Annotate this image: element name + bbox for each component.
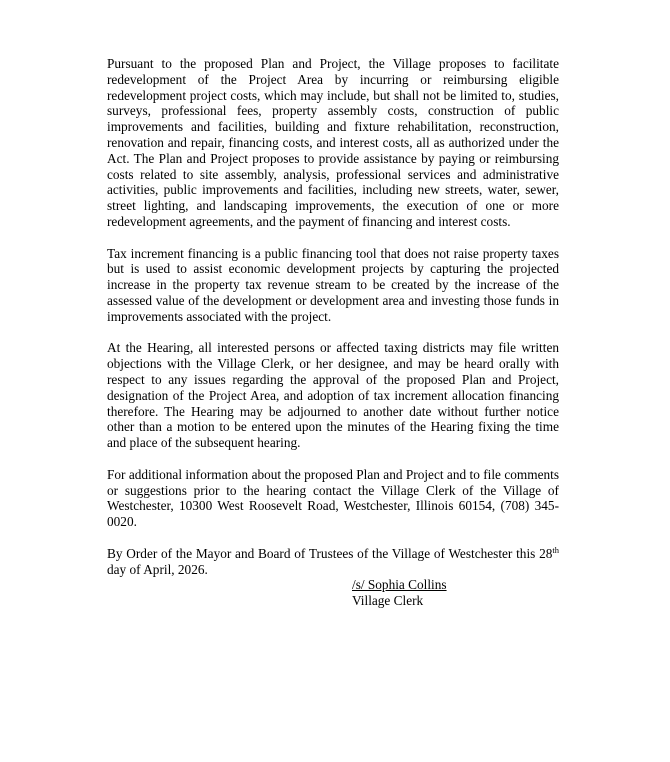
- order-text-before: By Order of the Mayor and Board of Trustees of the Village of Westchester this 28: [107, 545, 553, 561]
- signature-line: /s/ Sophia Collins: [352, 577, 447, 593]
- order-text-after: day of April, 2026.: [107, 561, 208, 577]
- signature-block: [352, 577, 559, 609]
- paragraph-costs: Pursuant to the proposed Plan and Project, the Village proposes to facilitate redevelopment of the Project Area by incurring or reimbursing eligible redevelopment project costs, which may include, but shall not be limited to, studies, surveys, professional fees, property assembly costs, construction of public improvements and facilities, building and fixture rehabilitation, reconstruction, renovation and repair, financing costs, and interest costs, all as authorized under the Act. The Plan and Project proposes to provide assistance by paying or reimbursing costs related to site assembly, analysis, professional services and administrative activities, public improvements and facilities, including new streets, water, sewer, street lighting, and landscaping improvements, the execution of one or more redevelopment agreements, and the payment of financing and interest costs.: [107, 56, 559, 229]
- notice-document: [107, 56, 559, 609]
- paragraph-order: [107, 546, 559, 578]
- paragraph-tif-definition: Tax increment financing is a public financing tool that does not raise property taxes but is used to assist economic development projects by capturing the projected increase in the property tax revenue stream to be created by the increase of the assessed value of the development or development area and investing those funds in improvements associated with the project.: [107, 245, 559, 324]
- paragraph-hearing: At the Hearing, all interested persons or affected taxing districts may file written objections with the Village Clerk, or her designee, and may be heard orally with respect to any issues regarding the approval of the proposed Plan and Project, designation of the Project Area, and adoption of tax increment allocation financing therefore. The Hearing may be adjourned to another date without further notice other than a motion to be entered upon the minutes of the Hearing fixing the time and place of the subsequent hearing.: [107, 340, 559, 451]
- paragraph-contact-info: For additional information about the proposed Plan and Project and to file comments or suggestions prior to the hearing contact the Village Clerk of the Village of Westchester, 10300 West Roosevelt Road, Westchester, Illinois 60154, (708) 345-0020.: [107, 466, 559, 530]
- signer-title: Village Clerk: [352, 593, 424, 609]
- ordinal-suffix: th: [552, 544, 559, 555]
